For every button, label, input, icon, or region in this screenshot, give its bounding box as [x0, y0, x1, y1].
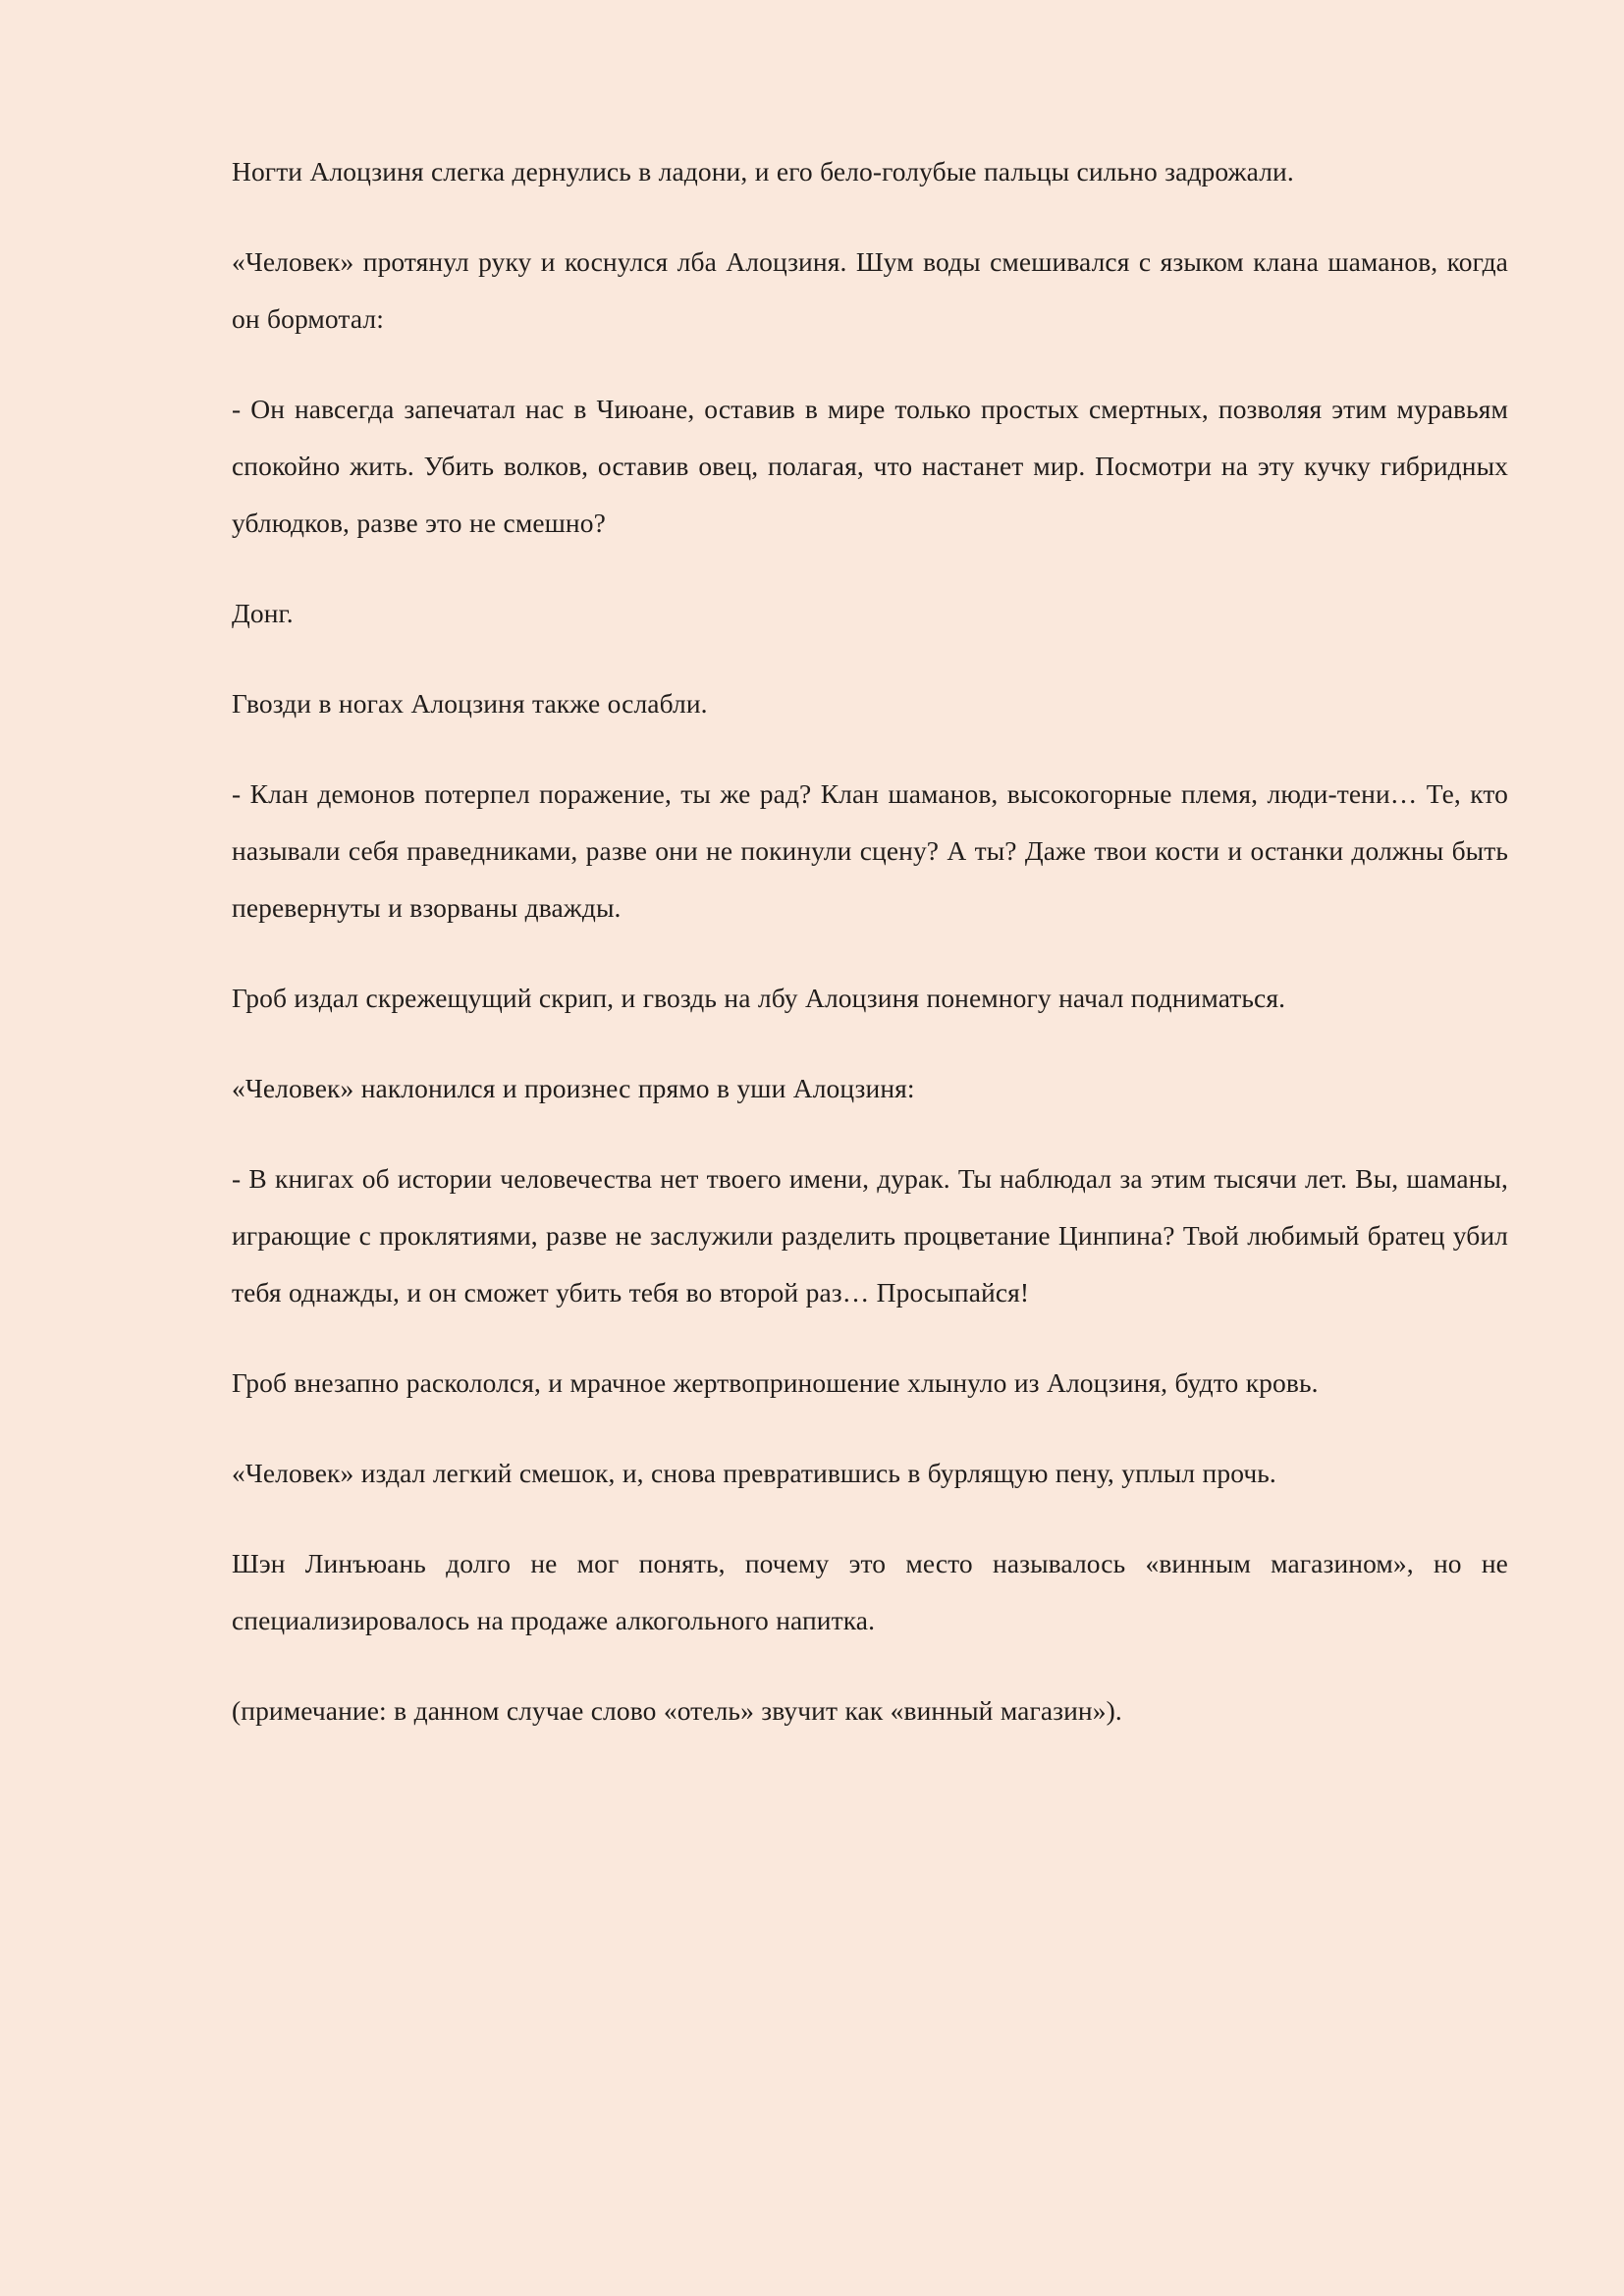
paragraph: «Человек» наклонился и произнес прямо в уши Алоцзиня: [232, 1073, 915, 1103]
paragraph: - Клан демонов потерпел поражение, ты же рад? Клан шаманов, высокогорные племя, люди-тени… Те, кто называли себя праведниками, разве они не покинули сцену? А ты? Даже твои кости и останки должны быть перевернуты и взорваны дважды. [232, 778, 1508, 923]
paragraph: Донг. [232, 598, 294, 628]
paragraph: Ногти Алоцзиня слегка дернулись в ладони, и его бело-голубые пальцы сильно задрожали. [232, 156, 1294, 187]
paragraph: Гроб внезапно раскололся, и мрачное жертвоприношение хлынуло из Алоцзиня, будто кровь. [232, 1367, 1319, 1398]
paragraph: - В книгах об истории человечества нет твоего имени, дурак. Ты наблюдал за этим тысячи лет. Вы, шаманы, играющие с проклятиями, разве не заслужили разделить процветание Цинпина? Твой любимый братец убил тебя однажды, и он сможет убить тебя во второй раз… Просыпайся! [232, 1163, 1508, 1308]
paragraph: «Человек» протянул руку и коснулся лба Алоцзиня. Шум воды смешивался с языком клана шаманов, когда он бормотал: [232, 246, 1508, 334]
paragraph: - Он навсегда запечатал нас в Чиюане, оставив в мире только простых смертных, позволяя этим муравьям спокойно жить. Убить волков, оставив овец, полагая, что настанет мир. Посмотри на эту кучку гибридных ублюдков, разве это не смешно? [232, 394, 1508, 538]
text-column [232, 143, 1508, 1739]
paragraph: Шэн Линъюань долго не мог понять, почему это место называлось «винным магазином», но не специализировалось на продаже алкогольного напитка. [232, 1548, 1508, 1635]
paragraph: (примечание: в данном случае слово «отель» звучит как «винный магазин»). [232, 1695, 1122, 1726]
paragraph: Гвозди в ногах Алоцзиня также ослабли. [232, 688, 708, 719]
paragraph: «Человек» издал легкий смешок, и, снова превратившись в бурлящую пену, уплыл прочь. [232, 1458, 1276, 1488]
paragraph: Гроб издал скрежещущий скрип, и гвоздь на лбу Алоцзиня понемногу начал подниматься. [232, 983, 1286, 1013]
